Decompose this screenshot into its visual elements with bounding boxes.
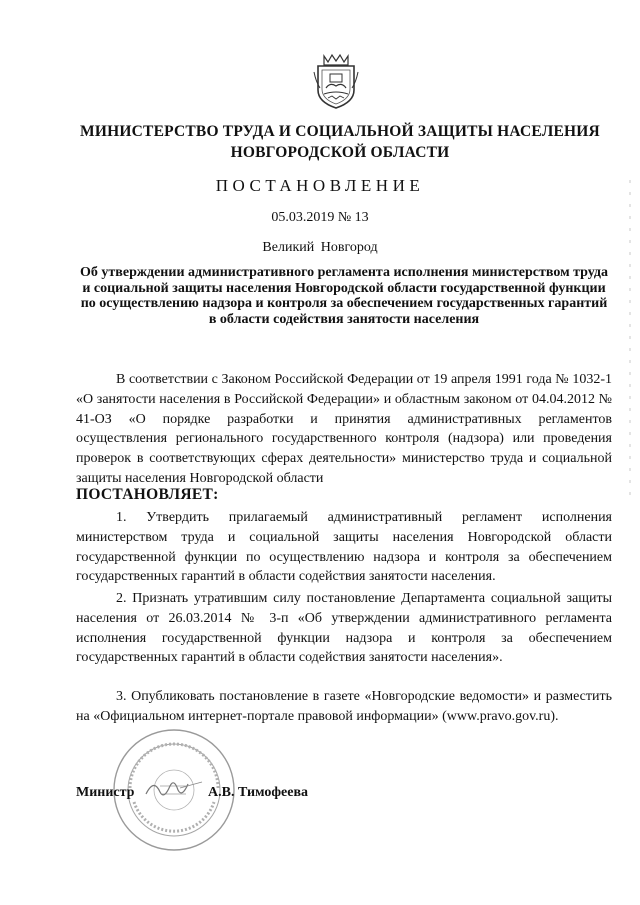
item-2-paragraph: 2. Признать утратившим силу постановление Департамента социальной защиты населения от 26.03.2014 № 3-п «Об утверждении административного регламента исполнения государственной функции надзора и контроля за обеспечением государственных гарантий в области содействия занятости населения».	[76, 591, 612, 666]
signatory-title: Министр	[76, 785, 135, 800]
document-subject: Об утверждении административного регламента исполнения министерством труда и социальной защиты населения Новгородской области государственной функции по осуществлению надзора и контроля за обеспечением государственных гарантий в области содействия занятости населения	[80, 265, 608, 327]
preamble-paragraph: В соответствии с Законом Российской Федерации от 19 апреля 1991 года № 1032-1 «О занятости населения в Российской Федерации» и областным законом от 04.04.2012 № 41-ОЗ «О порядке разработки и принятия административных регламентов осуществления регионального государственного контроля (надзора) или проведения проверок в соответствующих сферах деятельности» министерство труда и социальной защиты населения Новгородской области	[76, 372, 612, 486]
document-date-number: 05.03.2019 № 13	[271, 210, 369, 225]
document-type-title: ПОСТАНОВЛЕНИЕ	[215, 176, 425, 195]
ministry-name-line1: МИНИСТЕРСТВО ТРУДА И СОЦИАЛЬНОЙ ЗАЩИТЫ НАСЕЛЕНИЯ	[80, 123, 600, 140]
item-3-paragraph: 3. Опубликовать постановление в газете «Новгородские ведомости» и разместить на «Официальном интернет-портале правовой информации» (www.pravo.gov.ru).	[76, 689, 612, 724]
ministry-name-line2: НОВГОРОДСКОЙ ОБЛАСТИ	[230, 144, 450, 161]
signatory-name: А.В. Тимофеева	[208, 785, 309, 800]
page-edge-mark	[626, 180, 634, 500]
item-1-paragraph: 1. Утвердить прилагаемый административный регламент исполнения министерством труда и социальной защиты населения Новгородской области государственной функции по осуществлению надзора и контроля за обеспечением государственных гарантий в области содействия занятости населения.	[76, 510, 612, 585]
resolves-heading: ПОСТАНОВЛЯЕТ:	[76, 486, 219, 503]
novgorod-coat-of-arms-icon	[312, 52, 360, 110]
document-city: Великий Новгород	[262, 240, 378, 255]
